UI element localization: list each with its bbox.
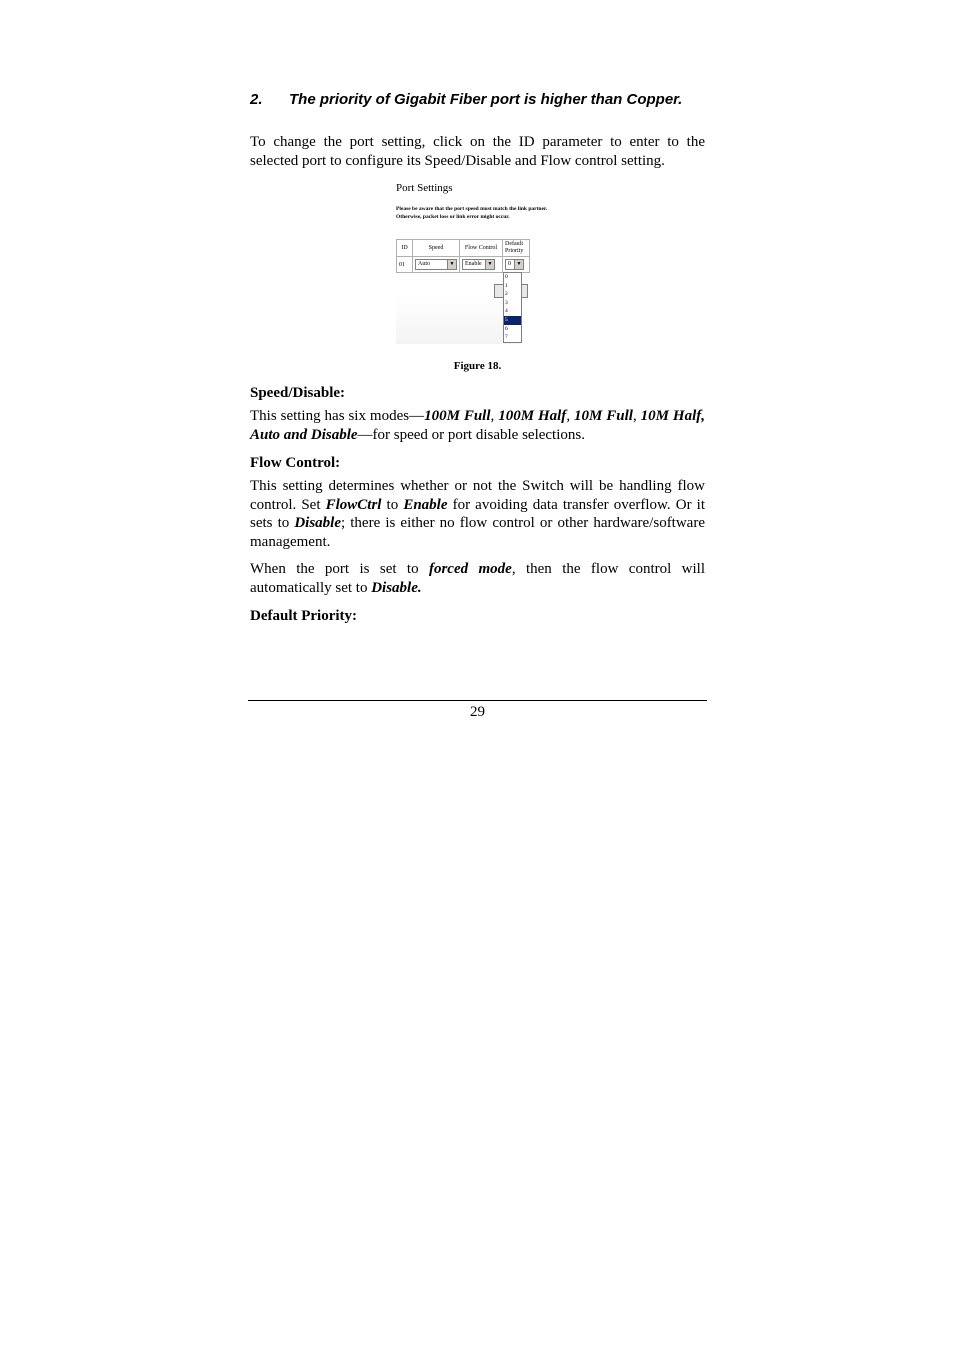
priority-dropdown-list[interactable] <box>503 272 522 343</box>
term-disable: Disable. <box>371 579 422 596</box>
priority-option[interactable]: 2 <box>505 291 508 298</box>
chevron-down-icon: ▼ <box>514 260 523 269</box>
mode-100m-full: 100M Full <box>424 408 491 424</box>
text-run: to <box>381 496 404 513</box>
priority-option[interactable]: 7 <box>505 334 508 341</box>
col-speed-header: Speed <box>413 240 460 257</box>
priority-option[interactable]: 1 <box>505 282 508 289</box>
speed-value: Auto <box>418 261 430 267</box>
term-forced-mode: forced mode <box>428 561 512 577</box>
table-header-row <box>397 240 530 257</box>
flow-paragraph-1 <box>250 477 705 551</box>
speed-cell <box>413 257 460 273</box>
flow-cell <box>460 257 503 273</box>
port-settings-table <box>396 239 530 273</box>
term-disable: Disable <box>294 515 342 531</box>
figure-warning-note: Please be aware that the port speed must match the link partner. Otherwise, packet loss or link error might occur. <box>396 206 548 220</box>
col-priority-header: Default Priority <box>503 240 530 257</box>
priority-value: 0 <box>508 261 511 267</box>
intro-paragraph: To change the port setting, click on the ID parameter to enter to the selected port to configure its Speed/Disable and Flow control setting. <box>250 134 705 169</box>
footer-divider <box>248 700 707 701</box>
page-number: 29 <box>470 704 485 720</box>
priority-option[interactable]: 5 <box>504 316 521 325</box>
priority-cell <box>503 257 530 273</box>
heading-text: The priority of Gigabit Fiber port is higher than Copper. <box>289 91 683 108</box>
priority-option[interactable]: 4 <box>505 308 508 315</box>
flow-title: Flow Control: <box>250 455 341 471</box>
text-run: for avoiding data transfer overflow. Or it sets to <box>250 496 706 531</box>
priority-select[interactable] <box>505 259 524 270</box>
chevron-down-icon: ▼ <box>485 260 494 269</box>
text-run: , <box>632 408 641 424</box>
col-flow-header: Flow Control <box>460 240 503 257</box>
figure-caption: Figure 18. <box>453 360 502 372</box>
term-enable: Enable <box>403 496 448 513</box>
text-run: This setting determines whether or not the Switch will be handling flow control. Set <box>250 478 705 513</box>
priority-option[interactable]: 3 <box>505 299 508 306</box>
priority-option[interactable]: 6 <box>505 325 508 332</box>
text-run: —for speed or port disable selections. <box>357 426 585 443</box>
speed-title: Speed/Disable: <box>250 385 346 401</box>
mode-other: 10M Half, Auto and Disable <box>250 408 705 443</box>
text-run: ; there is either no flow control or other hardware/software management. <box>250 515 705 550</box>
speed-paragraph <box>250 407 705 444</box>
text-run: , <box>566 408 574 424</box>
heading-number: 2. <box>250 91 263 108</box>
flow-control-select[interactable] <box>462 259 495 270</box>
text-run: This setting has six modes— <box>250 408 425 424</box>
figure-title: Port Settings <box>396 182 453 194</box>
section-heading <box>250 90 705 109</box>
port-id-link[interactable]: 01 <box>397 257 413 273</box>
term-flowctrl: FlowCtrl <box>325 496 382 513</box>
text-run: , then the flow control will automatically set to <box>250 561 706 596</box>
port-settings-figure <box>396 182 571 347</box>
col-id-header: ID <box>397 240 413 257</box>
text-run: , <box>490 408 499 424</box>
speed-select[interactable] <box>415 259 457 270</box>
flow-paragraph-2 <box>250 560 705 597</box>
priority-title: Default Priority: <box>250 608 358 624</box>
mode-100m-half: 100M Half <box>498 408 567 424</box>
flow-value: Enable <box>465 261 482 267</box>
text-run: When the port is set to <box>250 561 429 577</box>
table-row <box>397 257 530 273</box>
mode-10m-full: 10M Full <box>574 408 633 424</box>
chevron-down-icon: ▼ <box>447 260 456 269</box>
priority-option[interactable]: 0 <box>505 274 508 280</box>
